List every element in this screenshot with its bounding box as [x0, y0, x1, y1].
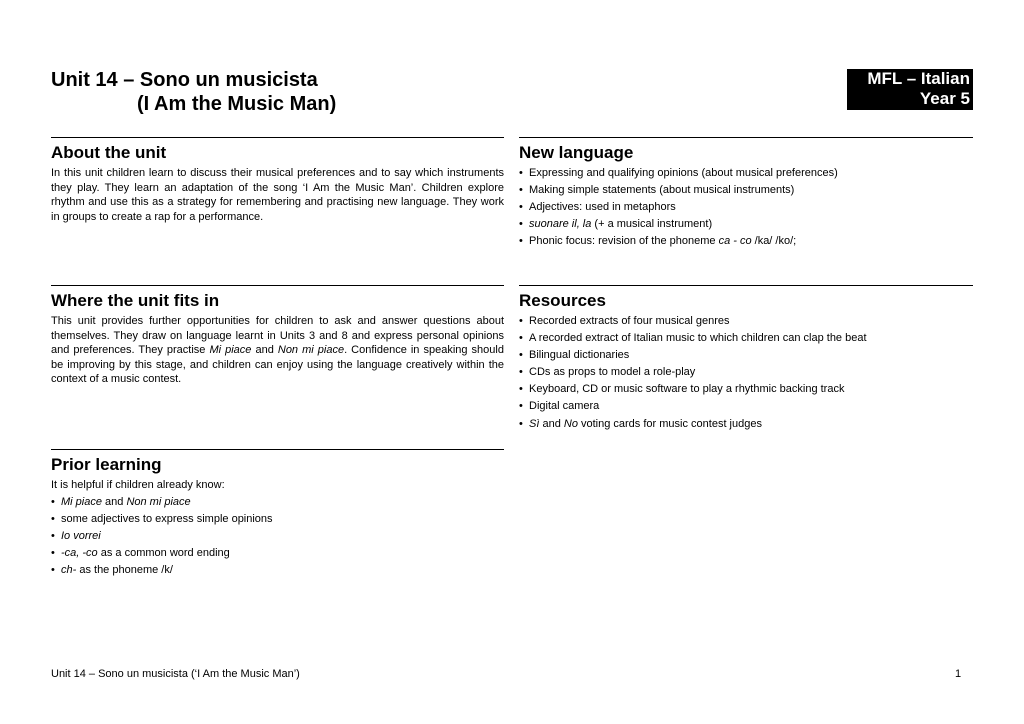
bullet-icon: • [519, 332, 523, 345]
bullet-icon: • [519, 235, 523, 248]
new-language-heading: New language [519, 143, 634, 162]
bullet-icon: • [51, 564, 55, 577]
list-item: • -ca, -co as a common word ending [51, 547, 230, 560]
list-item: • ch- as the phoneme /k/ [51, 564, 173, 577]
bullet-icon: • [519, 201, 523, 214]
fits-text: This unit provides further opportunities for children to ask and answer questions about themselves. They draw on language learnt in Units 3 and 8 and express personal opinions and preferences. They practise Mi piace and Non mi piace. Confidence in speaking should be improving by this stage, and children can enjoy using the language creatively within the context of a music contest. [51, 315, 504, 386]
about-text: In this unit children learn to discuss their musical preferences and to say which instruments they play. They learn an adaptation of the song ‘I Am the Music Man’. Children explore rhythm and use this as a strategy for remembering and practising new language. They work in groups to create a rap for a performance. [51, 167, 504, 223]
title-line-2: (I Am the Music Man) [137, 93, 337, 115]
new-language-section [519, 137, 973, 251]
about-heading: About the unit [51, 143, 167, 162]
list-item: • A recorded extract of Italian music to which children can clap the beat [519, 332, 867, 345]
list-item: • Sì and No voting cards for music contest judges [519, 417, 762, 430]
page-number: 1 [955, 668, 962, 680]
bullet-icon: • [519, 383, 523, 396]
bullet-icon: • [519, 218, 523, 231]
prior-heading: Prior learning [51, 455, 162, 474]
bullet-icon: • [519, 366, 523, 379]
list-item: • Digital camera [519, 400, 600, 413]
bullet-icon: • [51, 496, 55, 508]
list-item: • Recorded extracts of four musical genres [519, 315, 730, 327]
bullet-icon: • [519, 400, 523, 413]
resources-list [519, 314, 973, 431]
prior-section [51, 449, 504, 580]
prior-list [51, 495, 504, 577]
list-item: • Expressing and qualifying opinions (about musical preferences) [519, 167, 838, 179]
resources-heading: Resources [519, 291, 606, 310]
list-item: • some adjectives to express simple opinions [51, 513, 273, 526]
list-item: • Mi piace and Non mi piace [51, 496, 191, 508]
list-item: • Bilingual dictionaries [519, 349, 630, 362]
list-item: • Adjectives: used in metaphors [519, 201, 676, 214]
prior-intro: It is helpful if children already know: [51, 479, 225, 491]
subject-badge [847, 69, 973, 110]
list-item: • Making simple statements (about musical instruments) [519, 184, 795, 197]
bullet-icon: • [519, 184, 523, 197]
new-language-list [519, 166, 973, 248]
bullet-icon: • [519, 349, 523, 362]
bullet-icon: • [51, 547, 55, 560]
bullet-icon: • [519, 417, 523, 430]
page-title [51, 68, 336, 116]
title-line-1: Unit 14 – Sono un musicista [51, 69, 318, 91]
footer-title: Unit 14 – Sono un musicista (‘I Am the Music Man’) [51, 668, 300, 680]
about-section [51, 137, 504, 224]
list-item: • Phonic focus: revision of the phoneme ca - co /ka/ /ko/; [519, 235, 797, 248]
badge-subject: MFL – Italian [867, 69, 970, 88]
list-item: • Keyboard, CD or music software to play a rhythmic backing track [519, 383, 845, 396]
resources-section [519, 285, 973, 434]
bullet-icon: • [519, 315, 523, 327]
list-item: • Io vorrei [51, 530, 101, 543]
fits-section [51, 285, 504, 387]
bullet-icon: • [51, 530, 55, 543]
list-item: • suonare il, la (+ a musical instrument) [519, 218, 713, 231]
fits-heading: Where the unit fits in [51, 291, 220, 310]
badge-year: Year 5 [919, 89, 970, 108]
bullet-icon: • [519, 167, 523, 179]
bullet-icon: • [51, 513, 55, 526]
list-item: • CDs as props to model a role-play [519, 366, 696, 379]
